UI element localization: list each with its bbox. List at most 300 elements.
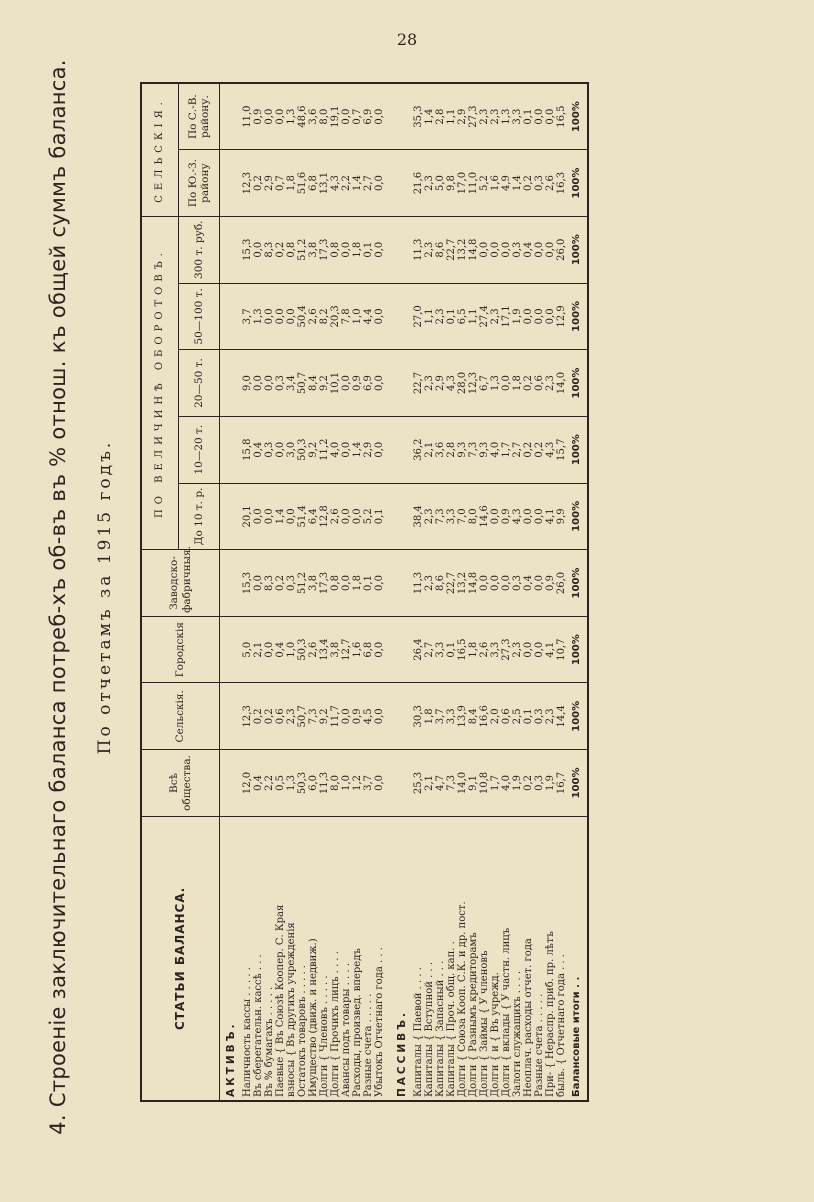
table-row [512, 83, 523, 1101]
table-cell: 9,0 [242, 350, 253, 417]
table-cell: 8,3 [264, 550, 275, 617]
table-cell: 16,7 [556, 750, 567, 817]
table-cell: 0,0 [374, 150, 385, 217]
table-cell: 14,4 [556, 683, 567, 750]
row-label: Долги { вклады { У частн. лицъ [501, 816, 512, 1101]
table-cell: 0,0 [534, 216, 545, 283]
table-cell: 1,8 [512, 350, 523, 417]
table-cell: 1,1 [424, 283, 435, 350]
table-cell: 1,7 [501, 416, 512, 483]
row-label: Капиталы { Запасный . . . [435, 816, 446, 1101]
table-cell: 8,3 [264, 216, 275, 283]
table-cell: 0,0 [264, 350, 275, 417]
table-cell: 0,0 [341, 483, 352, 550]
table-cell: 0,2 [275, 550, 286, 617]
table-cell: 6,0 [308, 750, 319, 817]
table-cell: 14,0 [556, 350, 567, 417]
table-cell: 3,3 [446, 483, 457, 550]
header-turnover-4: 50—100 т. [179, 283, 220, 350]
table-cell: 15,3 [242, 550, 253, 617]
page-subtitle: По отчетамъ за 1915 годъ. [95, 439, 115, 755]
table-cell: 12,0 [242, 750, 253, 817]
section-assets-label: АКТИВЪ. [220, 816, 243, 1101]
table-cell: 0,0 [341, 216, 352, 283]
table-cell: 0,6 [501, 683, 512, 750]
header-north-west: По С.-В. району. [179, 83, 220, 150]
table-cell: 0,0 [341, 550, 352, 617]
table-cell: 27,0 [413, 283, 424, 350]
table-cell: 19,1 [330, 83, 341, 150]
table-cell: 1,9 [545, 750, 556, 817]
row-label: взносы { Въ другихъ учрежденія [286, 816, 297, 1101]
table-row [264, 83, 275, 1101]
table-cell: 0,2 [523, 416, 534, 483]
totals-label: Балансовые итоги . . [567, 816, 588, 1101]
totals-cell: 100% [567, 550, 588, 617]
table-cell: 0,3 [534, 683, 545, 750]
header-by-turnover: ПО ВЕЛИЧИНѢ ОБОРОТОВЪ. [141, 216, 179, 549]
table-cell: 11,3 [413, 216, 424, 283]
table-cell: 0,6 [275, 683, 286, 750]
table-cell: 16,6 [479, 683, 490, 750]
table-row [297, 83, 308, 1101]
totals-cell: 100% [567, 350, 588, 417]
table-cell: 0,2 [523, 350, 534, 417]
row-label: Долги { Прочихъ лицъ . . . . [330, 816, 341, 1101]
table-cell: 6,8 [308, 150, 319, 217]
table-cell: 3,3 [446, 683, 457, 750]
table-cell: 1,3 [253, 283, 264, 350]
table-cell: 2,7 [424, 616, 435, 683]
row-label: Залоги служащихъ . . . . [512, 816, 523, 1101]
table-cell: 0,3 [286, 550, 297, 617]
table-cell: 0,0 [374, 550, 385, 617]
table-cell: 4,4 [363, 283, 374, 350]
table-cell: 13,1 [319, 150, 330, 217]
table-cell: 2,3 [479, 83, 490, 150]
table-cell: 2,3 [424, 483, 435, 550]
table-row [501, 83, 512, 1101]
table-cell: 12,3 [242, 150, 253, 217]
table-cell: 1,7 [490, 750, 501, 817]
table-cell: 0,0 [286, 483, 297, 550]
table-cell: 0,0 [264, 83, 275, 150]
table-cell: 8,6 [435, 550, 446, 617]
table-row [341, 83, 352, 1101]
table-cell: 4,7 [435, 750, 446, 817]
table-cell: 10,1 [330, 350, 341, 417]
row-label: Капиталы { Паевой . . . . [413, 816, 424, 1101]
table-cell: 12,9 [556, 283, 567, 350]
table-row [275, 83, 286, 1101]
table-cell: 2,7 [512, 416, 523, 483]
table-cell: 2,7 [363, 150, 374, 217]
table-row [523, 83, 534, 1101]
header-turnover-2: 10—20 т. [179, 416, 220, 483]
table-cell: 0,0 [374, 416, 385, 483]
table-row [490, 83, 501, 1101]
table-row [424, 83, 435, 1101]
table-cell: 7,3 [435, 483, 446, 550]
table-cell: 0,0 [374, 616, 385, 683]
table-cell: 0,1 [523, 683, 534, 750]
table-cell: 1,4 [352, 416, 363, 483]
table-row [330, 83, 341, 1101]
header-items: СТАТЬИ БАЛАНСА. [141, 816, 220, 1101]
table-cell: 5,2 [479, 150, 490, 217]
row-label: Имущество (движ. и недвиж.) [308, 816, 319, 1101]
table-cell: 0,7 [275, 150, 286, 217]
table-cell: 0,0 [490, 216, 501, 283]
table-cell: 2,3 [286, 683, 297, 750]
table-cell: 0,9 [545, 550, 556, 617]
totals-cell: 100% [567, 216, 588, 283]
row-label: Разные счета . . . . . [363, 816, 374, 1101]
table-row [479, 83, 490, 1101]
table-cell: 11,7 [330, 683, 341, 750]
table-cell: 11,3 [319, 750, 330, 817]
row-label: Капиталы { Проч. общ. кап. . [446, 816, 457, 1101]
row-label: Паевые { Въ Союзѣ Коопер. С. Края [275, 816, 286, 1101]
totals-cell: 100% [567, 483, 588, 550]
table-cell: 1,6 [352, 616, 363, 683]
table-cell: 7,3 [446, 750, 457, 817]
table-cell: 11,0 [242, 83, 253, 150]
table-cell: 8,4 [468, 683, 479, 750]
table-cell: 3,8 [308, 550, 319, 617]
table-cell: 0,8 [330, 216, 341, 283]
table-cell: 0,9 [352, 683, 363, 750]
table-cell: 2,0 [490, 683, 501, 750]
table-cell: 0,9 [501, 483, 512, 550]
table-cell: 9,8 [446, 150, 457, 217]
table-cell: 17,1 [501, 283, 512, 350]
row-label: Въ % бумагахъ . . . . . [264, 816, 275, 1101]
table-row [435, 83, 446, 1101]
table-cell: 2,6 [308, 616, 319, 683]
table-cell: 2,3 [424, 150, 435, 217]
table-cell: 0,4 [253, 416, 264, 483]
table-cell: 0,0 [545, 283, 556, 350]
header-turnover-1: До 10 т. р. [179, 483, 220, 550]
table-cell: 2,6 [308, 283, 319, 350]
table-cell: 51,6 [297, 150, 308, 217]
table-cell: 27,4 [479, 283, 490, 350]
table-cell: 2,8 [446, 416, 457, 483]
table-cell: 1,4 [352, 150, 363, 217]
table-cell: 11,2 [319, 416, 330, 483]
header-factory: Заводско-фабричныя. [141, 550, 220, 617]
table-cell: 1,0 [286, 616, 297, 683]
table-cell: 12,7 [341, 616, 352, 683]
row-label: Долги { и { Въ учрежд. [490, 816, 501, 1101]
table-cell: 6,4 [308, 483, 319, 550]
table-cell: 2,6 [479, 616, 490, 683]
table-cell: 1,8 [352, 216, 363, 283]
table-cell: 9,2 [319, 350, 330, 417]
table-cell: 15,8 [242, 416, 253, 483]
table-cell: 0,0 [275, 416, 286, 483]
table-cell: 28,0 [457, 350, 468, 417]
table-cell: 0,3 [534, 750, 545, 817]
table-row [545, 83, 556, 1101]
table-cell: 15,7 [556, 416, 567, 483]
table-cell: 0,2 [534, 416, 545, 483]
table-cell: 21,6 [413, 150, 424, 217]
table-cell: 0,0 [264, 283, 275, 350]
table-cell: 0,0 [275, 283, 286, 350]
table-cell: 0,0 [253, 550, 264, 617]
table-cell: 13,2 [457, 550, 468, 617]
table-cell: 0,2 [253, 683, 264, 750]
table-cell: 26,0 [556, 550, 567, 617]
table-cell: 50,3 [297, 750, 308, 817]
table-cell: 27,3 [501, 616, 512, 683]
table-cell: 3,3 [435, 616, 446, 683]
table-cell: 2,1 [253, 616, 264, 683]
table-cell: 0,1 [363, 550, 374, 617]
table-cell: 2,6 [545, 150, 556, 217]
table-cell: 50,3 [297, 616, 308, 683]
table-cell: 16,5 [457, 616, 468, 683]
table-cell: 0,0 [501, 350, 512, 417]
table-cell: 16,3 [556, 150, 567, 217]
totals-cell: 100% [567, 750, 588, 817]
table-cell: 1,9 [512, 283, 523, 350]
table-cell: 2,2 [264, 750, 275, 817]
totals-row [567, 83, 588, 1101]
table-cell: 0,0 [490, 483, 501, 550]
table-cell: 14,6 [479, 483, 490, 550]
table-cell: 14,8 [468, 216, 479, 283]
table-cell: 0,0 [534, 550, 545, 617]
table-cell: 6,8 [363, 616, 374, 683]
table-cell: 1,8 [468, 616, 479, 683]
table-cell: 0,9 [352, 350, 363, 417]
table-cell: 22,7 [446, 550, 457, 617]
row-label: Долги { Разнымъ кредиторамъ [468, 816, 479, 1101]
table-cell: 4,3 [545, 416, 556, 483]
table-cell: 26,4 [413, 616, 424, 683]
table-cell: 4,1 [545, 483, 556, 550]
row-label: Долги { Союза Кооп. С.К. и др. пост. [457, 816, 468, 1101]
table-cell: 0,3 [512, 216, 523, 283]
row-label: Долги { Членовъ . . . . . [319, 816, 330, 1101]
row-label: Долги { Займы { У членовъ [479, 816, 490, 1101]
table-cell: 22,7 [413, 350, 424, 417]
table-cell: 3,8 [308, 216, 319, 283]
table-cell: 50,7 [297, 683, 308, 750]
table-cell: 0,0 [374, 283, 385, 350]
table-cell: 0,0 [374, 750, 385, 817]
table-cell: 15,3 [242, 216, 253, 283]
table-cell: 8,0 [468, 483, 479, 550]
table-cell: 2,3 [424, 216, 435, 283]
header-turnover-5: 300 т. руб. [179, 216, 220, 283]
table-cell: 20,1 [242, 483, 253, 550]
table-cell: 1,1 [468, 283, 479, 350]
table-cell: 5,0 [435, 150, 446, 217]
table-cell: 8,2 [319, 283, 330, 350]
table-cell: 0,3 [512, 550, 523, 617]
table-cell: 6,7 [479, 350, 490, 417]
section-liabilities [391, 83, 413, 1101]
page-number: 28 [396, 30, 418, 49]
table-cell: 13,9 [457, 683, 468, 750]
header-urban: Городскія [141, 616, 220, 683]
table-cell: 30,3 [413, 683, 424, 750]
table-cell: 36,2 [413, 416, 424, 483]
row-label: Неоплач. расходы отчет. года [523, 816, 534, 1101]
table-cell: 3,6 [435, 416, 446, 483]
table-cell: 13,2 [457, 216, 468, 283]
table-cell: 0,0 [374, 683, 385, 750]
table-cell: 0,0 [341, 416, 352, 483]
table-row [253, 83, 264, 1101]
table-cell: 0,0 [534, 283, 545, 350]
table-cell: 9,3 [457, 416, 468, 483]
table-cell: 12,3 [468, 350, 479, 417]
header-turnover-3: 20—50 т. [179, 350, 220, 417]
page-title: 4. Строеніе заключительнаго баланса потреб-хъ об-въ въ % отнош. къ общей суммъ баланса. [46, 59, 70, 1135]
table-cell: 0,1 [363, 216, 374, 283]
table-cell: 1,3 [286, 83, 297, 150]
table-cell: 2,1 [424, 416, 435, 483]
table-row [352, 83, 363, 1101]
table-cell: 0,1 [446, 283, 457, 350]
table-cell: 0,0 [374, 350, 385, 417]
table-cell: 0,0 [545, 83, 556, 150]
section-assets [220, 83, 243, 1101]
table-row [457, 83, 468, 1101]
table-cell: 2,9 [264, 150, 275, 217]
table-cell: 4,5 [363, 683, 374, 750]
table-cell: 17,0 [457, 150, 468, 217]
row-label: Авансы подъ товары . . . . [341, 816, 352, 1101]
table-cell: 50,4 [297, 283, 308, 350]
table-cell: 1,4 [512, 150, 523, 217]
table-cell: 35,3 [413, 83, 424, 150]
table-cell: 0,0 [374, 83, 385, 150]
table-cell: 51,4 [297, 483, 308, 550]
table-cell: 0,0 [534, 616, 545, 683]
header-rural: Сельскія. [141, 683, 220, 750]
table-cell: 0,0 [253, 350, 264, 417]
table-cell: 6,9 [363, 350, 374, 417]
table-cell: 4,3 [330, 150, 341, 217]
table-cell: 13,4 [319, 616, 330, 683]
totals-cell: 100% [567, 83, 588, 150]
table-cell: 1,9 [512, 750, 523, 817]
table-cell: 3,8 [330, 616, 341, 683]
table-cell: 8,0 [319, 83, 330, 150]
row-label: Разные счета . . . . . [534, 816, 545, 1101]
table-cell: 2,9 [457, 83, 468, 150]
table-cell: 2,6 [330, 483, 341, 550]
table-cell: 0,2 [523, 150, 534, 217]
table-cell: 0,2 [264, 683, 275, 750]
table-cell: 1,6 [490, 150, 501, 217]
table-cell: 0,0 [264, 483, 275, 550]
table-cell: 0,3 [264, 416, 275, 483]
table-cell: 0,0 [501, 550, 512, 617]
table-cell: 1,8 [286, 150, 297, 217]
table-cell: 9,1 [468, 750, 479, 817]
row-label: Наличность кассы . . . . . [242, 816, 253, 1101]
table-cell: 1,8 [352, 550, 363, 617]
table-cell: 0,0 [341, 683, 352, 750]
table-cell: 5,2 [363, 483, 374, 550]
table-cell: 2,3 [545, 350, 556, 417]
table-cell: 3,7 [435, 683, 446, 750]
table-cell: 3,7 [363, 750, 374, 817]
table-cell: 0,3 [534, 150, 545, 217]
table-cell: 0,0 [286, 283, 297, 350]
row-label: Убытокъ Отчетнаго года . . . [374, 816, 385, 1101]
table-cell: 1,3 [490, 350, 501, 417]
table-row [242, 83, 253, 1101]
table-cell: 11,3 [413, 550, 424, 617]
table-cell: 12,3 [242, 683, 253, 750]
table-cell: 0,5 [275, 750, 286, 817]
table-cell: 1,2 [352, 750, 363, 817]
table-cell: 1,3 [286, 750, 297, 817]
row-label: Остатокъ товаровъ . . . . . [297, 816, 308, 1101]
table-cell: 12,8 [319, 483, 330, 550]
table-cell: 14,8 [468, 550, 479, 617]
totals-cell: 100% [567, 150, 588, 217]
table-cell: 1,0 [352, 283, 363, 350]
totals-cell: 100% [567, 683, 588, 750]
table-cell: 3,0 [286, 416, 297, 483]
header-all: Всѣ общества. [141, 750, 220, 817]
row-label: Капиталы { Вступной . . . [424, 816, 435, 1101]
table-cell: 2,3 [424, 550, 435, 617]
table-cell: 7,3 [308, 683, 319, 750]
table-cell: 2,3 [435, 283, 446, 350]
table-cell: 2,1 [424, 750, 435, 817]
table-cell: 0,0 [534, 483, 545, 550]
table-cell: 0,0 [523, 483, 534, 550]
table-cell: 9,2 [308, 416, 319, 483]
table-cell: 4,0 [330, 416, 341, 483]
table-cell: 3,4 [286, 350, 297, 417]
table-cell: 0,2 [523, 750, 534, 817]
table-cell: 5,0 [242, 616, 253, 683]
table-cell: 3,6 [308, 83, 319, 150]
table-cell: 0,0 [264, 616, 275, 683]
table-cell: 1,8 [424, 683, 435, 750]
table-cell: 0,1 [446, 616, 457, 683]
table-cell: 20,3 [330, 283, 341, 350]
table-row [374, 83, 385, 1101]
table-cell: 2,9 [363, 416, 374, 483]
table-cell: 1,0 [341, 750, 352, 817]
table-cell: 0,0 [545, 216, 556, 283]
table-cell: 0,0 [501, 216, 512, 283]
row-label: При- { Нераспр. приб. пр. лѣтъ [545, 816, 556, 1101]
table-row [413, 83, 424, 1101]
table-cell: 2,3 [490, 83, 501, 150]
table-cell: 1,1 [446, 83, 457, 150]
table-cell: 9,9 [556, 483, 567, 550]
table-body [220, 83, 589, 1101]
table-cell: 2,8 [435, 83, 446, 150]
table-cell: 7,8 [341, 283, 352, 350]
table-cell: 2,9 [435, 350, 446, 417]
table-cell: 0,0 [490, 550, 501, 617]
table-cell: 0,2 [253, 150, 264, 217]
